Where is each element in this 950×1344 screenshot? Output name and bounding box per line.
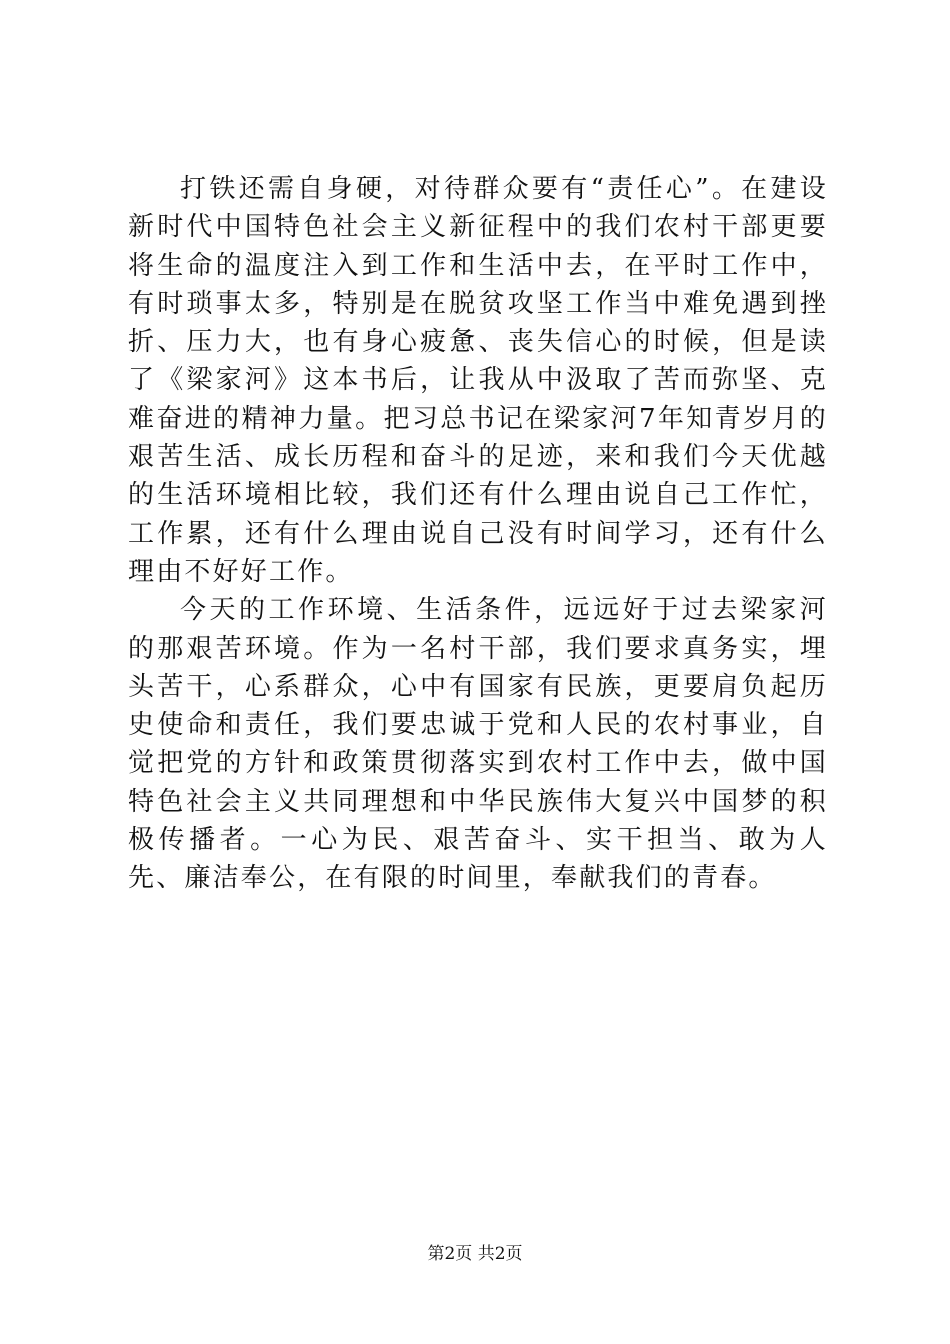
paragraph-1: 打铁还需自身硬，对待群众要有“责任心”。在建设新时代中国特色社会主义新征程中的我们农村干部更要将生命的温度注入到工作和生活中去，在平时工作中，有时琐事太多，特别是在脱贫攻坚工作当中难免遇到挫折、压力大，也有身心疲惫、丧失信心的时候，但是读了《梁家河》这本书后，让我从中汲取了苦而弥坚、克难奋进的精神力量。把习总书记在梁家河7年知青岁月的艰苦生活、成长历程和奋斗的足迹，来和我们今天优越的生活环境相比较，我们还有什么理由说自己工作忙，工作累，还有什么理由说自己没有时间学习，还有什么理由不好好工作。 (128, 174, 828, 587)
page-number-indicator: 第2页 共2页 (427, 1244, 523, 1264)
document-body (128, 170, 828, 898)
page-footer (0, 1242, 950, 1266)
paragraph-2: 今天的工作环境、生活条件，远远好于过去梁家河的那艰苦环境。作为一名村干部，我们要求真务实，埋头苦干，心系群众，心中有国家有民族，更要肩负起历史使命和责任，我们要忠诚于党和人民的农村事业，自觉把党的方针和政策贯彻落实到农村工作中去，做中国特色社会主义共同理想和中华民族伟大复兴中国梦的积极传播者。一心为民、艰苦奋斗、实干担当、敢为人先、廉洁奉公，在有限的时间里，奉献我们的青春。 (128, 595, 828, 894)
